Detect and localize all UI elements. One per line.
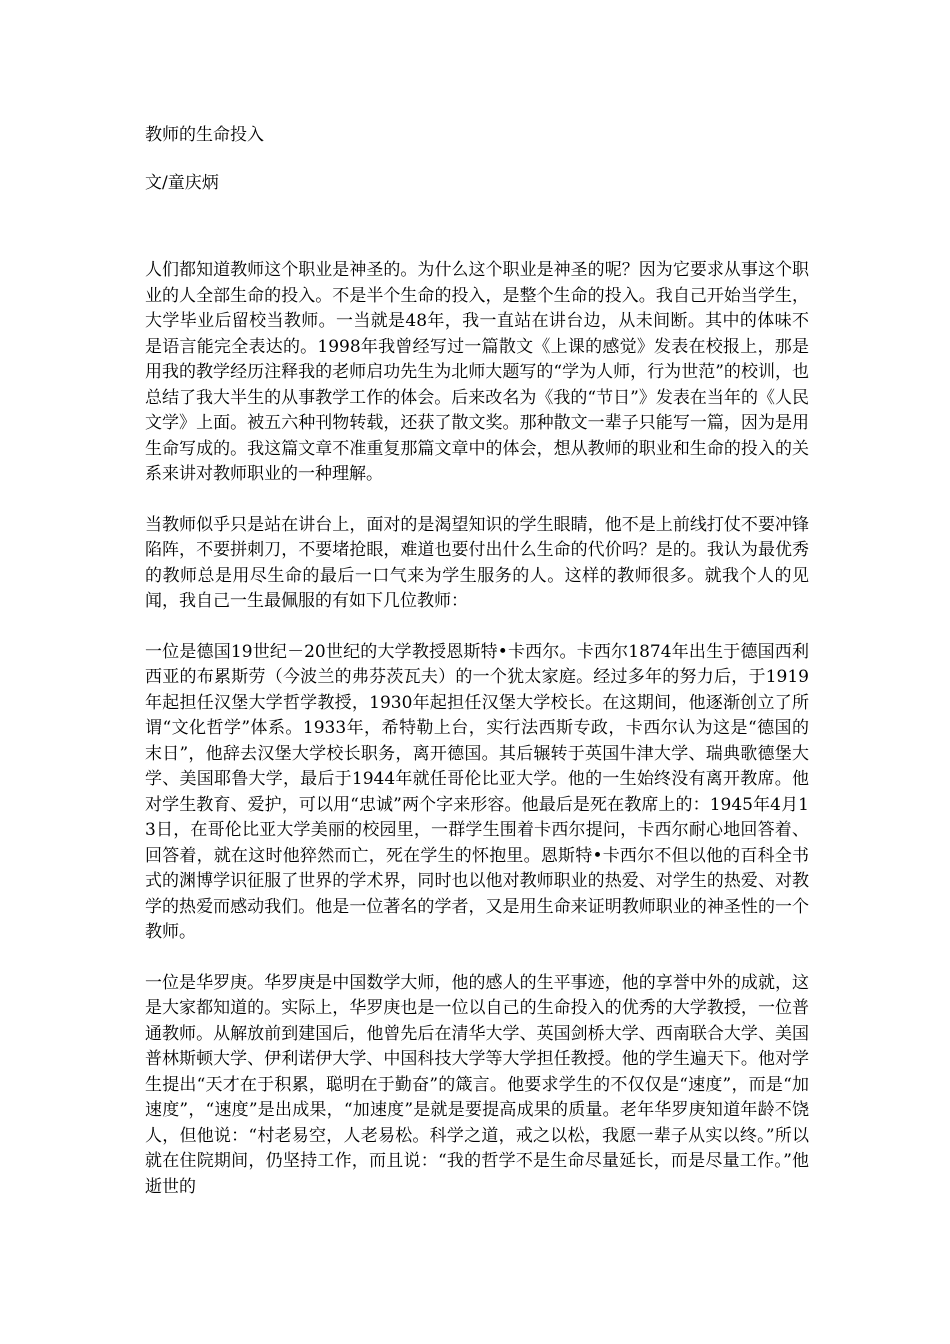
document-title: 教师的生命投入 — [145, 125, 264, 145]
paragraph-cassirer: 一位是德国19世纪－20世纪的大学教授恩斯特•卡西尔。卡西尔1874年出生于德国西利西亚的布累斯劳（今波兰的弗芬茨瓦夫）的一个犹太家庭。经过多年的努力后，于1919年起担任汉堡大学哲学教授，1930年起担任汉堡大学校长。在这期间，他逐渐创立了所谓“文化哲学”体系。1933年，希特勒上台，实行法西斯专政，卡西尔认为这是“德国的末日”，他辞去汉堡大学校长职务，离开德国。其后辗转于英国牛津大学、瑞典歌德堡大学、美国耶鲁大学，最后于1944年就任哥伦比亚大学。他的一生始终没有离开教席。他对学生教育、爱护，可以用“忠诚”两个字来形容。他最后是死在教席上的：1945年4月13日，在哥伦比亚大学美丽的校园里，一群学生围着卡西尔提问，卡西尔耐心地回答着、回答着，就在这时他猝然而亡，死在学生的怀抱里。恩斯特•卡西尔不但以他的百科全书式的渊博学识征服了世界的学术界，同时也以他对教师职业的热爱、对学生的热爱、对教学的热爱而感动我们。他是一位著名的学者，又是用生命来证明教师职业的神圣性的一个教师。 — [145, 641, 809, 942]
paragraph-hua-luogeng: 一位是华罗庚。华罗庚是中国数学大师，他的感人的生平事迹，他的享誉中外的成就，这是大家都知道的。实际上，华罗庚也是一位以自己的生命投入的优秀的大学教授，一位普通教师。从解放前到建国后，他曾先后在清华大学、英国剑桥大学、西南联合大学、美国普林斯顿大学、伊利诺伊大学、中国科技大学等大学担任教授。他的学生遍天下。他对学生提出“天才在于积累，聪明在于勤奋”的箴言。他要求学生的不仅仅是“速度”，而是“加速度”，“速度”是出成果，“加速度”是就是要提高成果的质量。老年华罗庚知道年龄不饶人，但他说：“村老易空，人老易松。科学之道，戒之以松，我愿一辈子从实以终。”所以就在住院期间，仍坚持工作，而且说：“我的哲学不是生命尽量延长，而是尽量工作。”他逝世的 — [145, 972, 809, 1197]
paragraph-intro: 人们都知道教师这个职业是神圣的。为什么这个职业是神圣的呢？因为它要求从事这个职业的人全部生命的投入。不是半个生命的投入，是整个生命的投入。我自己开始当学生，大学毕业后留校当教师。一当就是48年，我一直站在讲台边，从未间断。其中的体味不是语言能完全表达的。1998年我曾经写过一篇散文《上课的感觉》发表在校报上，那是用我的教学经历注释我的老师启功先生为北师大题写的“学为人师，行为世范”的校训，也总结了我大半生的从事教学工作的体会。后来改名为《我的“节日”》发表在当年的《人民文学》上面。被五六种刊物转载，还获了散文奖。那种散文一辈子只能写一篇，因为是用生命写成的。我这篇文章不准重复那篇文章中的体会，想从教师的职业和生命的投入的关系来讲对教师职业的一种理解。 — [145, 260, 809, 484]
document-body — [145, 258, 809, 1200]
document-page — [145, 120, 809, 1225]
paragraph-teacher-sacrifice: 当教师似乎只是站在讲台上，面对的是渴望知识的学生眼睛，他不是上前线打仗不要冲锋陷阵，不要拼刺刀，不要堵抢眼，难道也要付出什么生命的代价吗？是的。我认为最优秀的教师总是用尽生命的最后一口气来为学生服务的人。这样的教师很多。就我个人的见闻，我自己一生最佩服的有如下几位教师： — [145, 514, 809, 611]
document-author: 文/童庆炳 — [145, 173, 219, 193]
